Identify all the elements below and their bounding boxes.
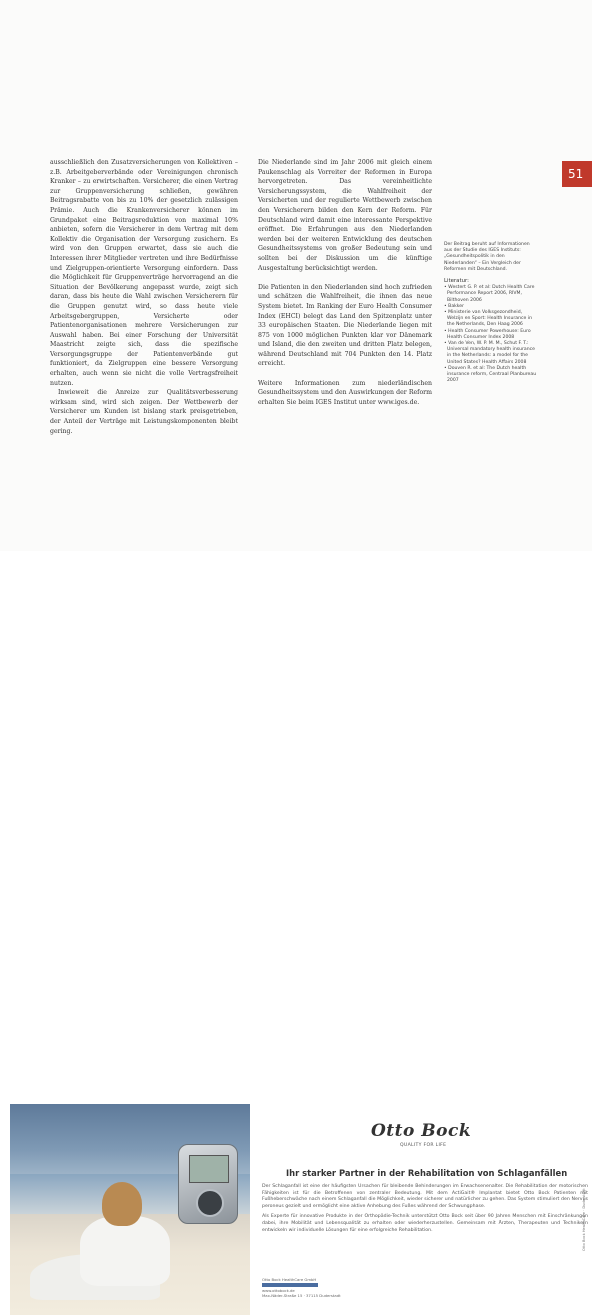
ad-contact-web: www.ottobock.de (262, 1288, 295, 1293)
sidebar-source-note: Der Beitrag beruht auf Informationen aus der Studie des IGES Instituts: „Gesundheitspolitik in den Niederlanden“ – Ein Vergleich der Reformen mit Deutschland. (444, 242, 530, 272)
article-paragraph: Die Patienten in den Niederlanden sind hoch zufrieden und schätzen die Wahlfreiheit, die ihnen das neue System bietet. Im Ranking der Euro Health Consumer Index (EHCI) belegt das Land den Spitzenplatz unter 33 europäischen Staaten. Die Niederlande liegen mit 875 von 1000 möglichen Punkten klar vor Dänemark und Island, die den zweiten und dritten Platz belegen, während Deutschland mit 704 Punkten den 14. Platz erreicht. (258, 283, 432, 368)
ad-tagline: QUALITY FOR LIFE (400, 1143, 447, 1148)
sidebar-notes (444, 242, 538, 384)
ad-headline: Ihr starker Partner in der Rehabilitation von Schlaganfällen (286, 1168, 568, 1178)
ad-body-text (262, 1184, 588, 1238)
ad-contact-address: Max-Näder-Straße 15 · 37115 Duderstadt (262, 1293, 341, 1298)
ad-contact-bar (262, 1283, 318, 1287)
advertisement (0, 551, 592, 1298)
page-number-badge: 51 (562, 161, 592, 187)
photo-person-hair (102, 1182, 142, 1226)
photo-person-body (80, 1216, 170, 1286)
ad-paragraph: Als Experte für innovative Produkte in der Orthopädie-Technik unterstützt Otto Bock seit über 90 Jahren Menschen mit Einschränkungen dabei, ihre Mobilität und Lebensqualität zu erhalten oder wiederherzustellen. Gemeinsam mit Ärzten, Therapeuten und Technikern entwickeln wir individuelle Lösungen für eine erfolgreiche Rehabilitation. (262, 1214, 588, 1233)
ad-contact-block (262, 1277, 382, 1298)
literature-item: • Health Consumer Powerhouse: Euro Health Consumer Index 2008 (444, 328, 531, 340)
otto-bock-logo: Otto Bock (371, 1121, 472, 1141)
ad-photo (10, 1104, 250, 1315)
paragraph-gap (258, 369, 432, 379)
literature-item: • Bakker (444, 303, 465, 309)
article-paragraph: ausschließlich den Zusatzversicherungen von Kollektiven – z.B. Arbeitgeberverbände oder Vereinigungen chronisch Kranker – zu erwirtschaften. Versicherer, die einen Vertrag zur Gruppenversicherung schließen, gewähren Beitragsrabatte von bis zu 10% der gesetzlich zulässigen Prämie. Auch die Krankenversicherer können im Grundpaket eine Beitragsreduktion von maximal 10% anbieten, sofern die Versicherer in dem Vertrag mit dem Kollektiv die Organisation der Versorgung zusichern. Es wird von den Gruppen erwartet, dass sie auch die Interessen ihrer Mitglieder vertreten und ihre Bedürfnisse und Zielgruppen-orientierte Versorgung einfordern. Dass die Möglichkeit für Gruppenverträge hervorragend an die Situation der Bevölkerung angepasst wurde, zeigt sich daran, dass bis heute die Wahl zwischen Versicherern für die Gruppen genutzt wird, so dass heute viele Arbeitsgebergruppen, Versicherte oder Patientenorganisationen mehrere Versicherungen zur Auswahl haben. Bei einer Forschung der Universität Maastricht zeigte sich, dass die spezifische Versorgungsgruppe der Patientenverbände gut funktioniert, da Zielgruppen eine bessere Versorgung erhalten, auch wenn sie nicht die volle Vertragsfreiheit nutzen. (50, 159, 238, 387)
literature-item: • Ministerie van Volksgezondheid, Welzijn en Sport: Health Insurance in the Netherlands, Den Haag 2006 (444, 310, 532, 328)
article-paragraph: Die Niederlande sind im Jahr 2006 mit gleich einem Paukenschlag als Vorreiter der Reformen in Europa hervorgetreten. Das vereinheitlichte Versicherungssystem, die Wahlfreiheit der Versicherten und der regulierte Wettbewerb zwischen den Versicherern bilden den Kern der Reform. Für Deutschland wird damit eine interessante Perspektive eröffnet. Die Erfahrungen aus den Niederlanden werden bei der weiteren Entwicklung des deutschen Gesundheitssystems von großer Bedeutung sein und sollten bei der Diskussion um die künftige Ausgestaltung berücksichtigt werden. (258, 159, 432, 272)
device-dial (196, 1189, 224, 1217)
stimulation-device-image (178, 1144, 238, 1224)
sidebar-literature-title: Literatur: (444, 278, 469, 285)
literature-item: • Westert G. P. et al: Dutch Health Care Performance Report 2006, RIVM, Bilthoven 2006 (444, 285, 535, 303)
ad-contact-company: Otto Bock HealthCare GmbH (262, 1277, 317, 1282)
article-paragraph: Weitere Informationen zum niederländischen Gesundheitssystem und den Auswirkungen der Reform erhalten Sie beim IGES Institut unter www.iges.de. (258, 379, 432, 406)
article-column-left (50, 158, 238, 436)
paragraph-gap (258, 273, 432, 283)
article-column-right (258, 158, 432, 407)
literature-item: • Douven R. et al: The Dutch health insurance reform, Centraal Planbureau 2007 (444, 365, 537, 384)
device-screen (189, 1155, 229, 1183)
literature-item: • Van de Ven, W. P. M. M., Schut F. T.: Universal mandatory health insurance in the Netherlands: a model for the United States? Health Affairs 2008 (444, 341, 536, 365)
ad-vertical-credit: Otto Bock HealthCare · Duderstadt (582, 1188, 586, 1251)
article-paragraph: Inwieweit die Anreize zur Qualitätsverbesserung wirksam sind, wird sich zeigen. Der Wettbewerb der Versicherer um Kunden ist bislang stark preisgetrieben, der Anteil der Verträge mit Leistungskomponenten bleibt gering. (50, 389, 238, 435)
ad-paragraph: Der Schlaganfall ist eine der häufigsten Ursachen für bleibende Behinderungen im Erwachsenenalter. Die Rehabilitation der motorischen Fähigkeiten ist für die Betroffenen von zentraler Bedeutung. Mit dem ActiGait® Implantat bietet Otto Bock Patienten mit Fußheberschwäche nach einem Schlaganfall die Möglichkeit, wieder sicherer und natürlicher zu gehen. Das System stimuliert den Nervus peroneus gezielt und ermöglicht eine aktive Anhebung des Fußes während der Schwungphase. (262, 1184, 588, 1209)
literature-list (444, 285, 538, 384)
